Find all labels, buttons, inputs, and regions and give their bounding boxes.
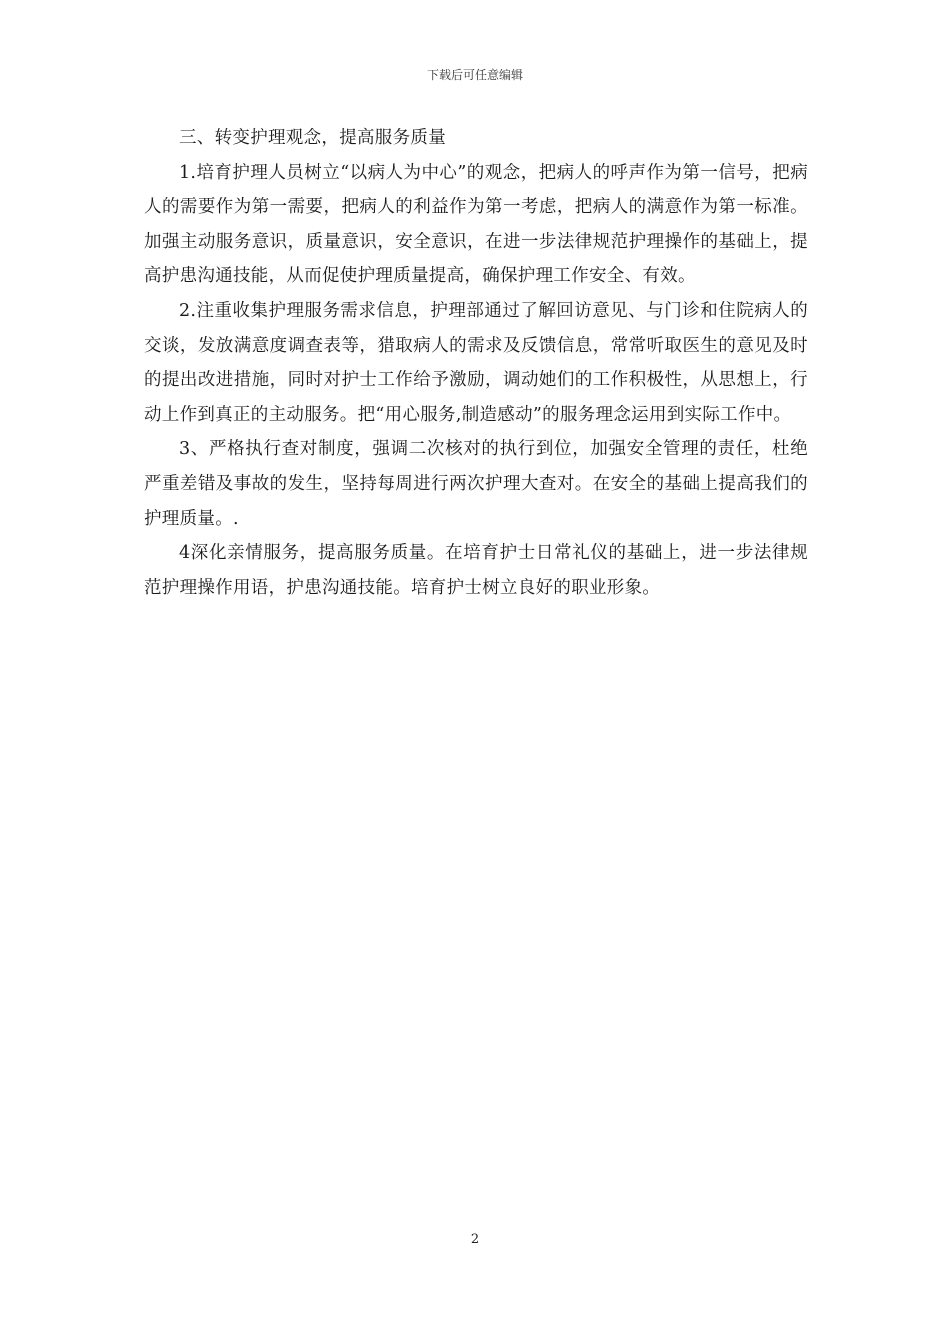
page-header-note: 下载后可任意编辑 <box>426 68 523 82</box>
paragraph-1: 1.培育护理人员树立“以病人为中心”的观念，把病人的呼声作为第一信号，把病人的需要作为第一需要，把病人的利益作为第一考虑，把病人的满意作为第一标准。加强主动服务意识，质量意识，安全意识，在进一步法律规范护理操作的基础上，提高护患沟通技能，从而促使护理质量提高，确保护理工作安全、有效。 <box>144 162 808 287</box>
document-body <box>144 121 808 605</box>
paragraph-2: 2.注重收集护理服务需求信息，护理部通过了解回访意见、与门诊和住院病人的交谈，发放满意度调查表等，猎取病人的需求及反馈信息，常常听取医生的意见及时的提出改进措施，同时对护士工作给予激励，调动她们的工作积极性，从思想上，行动上作到真正的主动服务。把“用心服务,制造感动”的服务理念运用到实际工作中。 <box>144 300 808 425</box>
page-number: 2 <box>470 1232 480 1247</box>
paragraph-4: 4深化亲情服务，提高服务质量。在培育护士日常礼仪的基础上，进一步法律规范护理操作用语，护患沟通技能。培育护士树立良好的职业形象。 <box>144 543 808 598</box>
section-heading: 三、转变护理观念，提高服务质量 <box>179 128 446 148</box>
paragraph-3: 3、严格执行查对制度，强调二次核对的执行到位，加强安全管理的责任，杜绝严重差错及事故的发生，坚持每周进行两次护理大查对。在安全的基础上提高我们的护理质量。. <box>144 439 808 529</box>
